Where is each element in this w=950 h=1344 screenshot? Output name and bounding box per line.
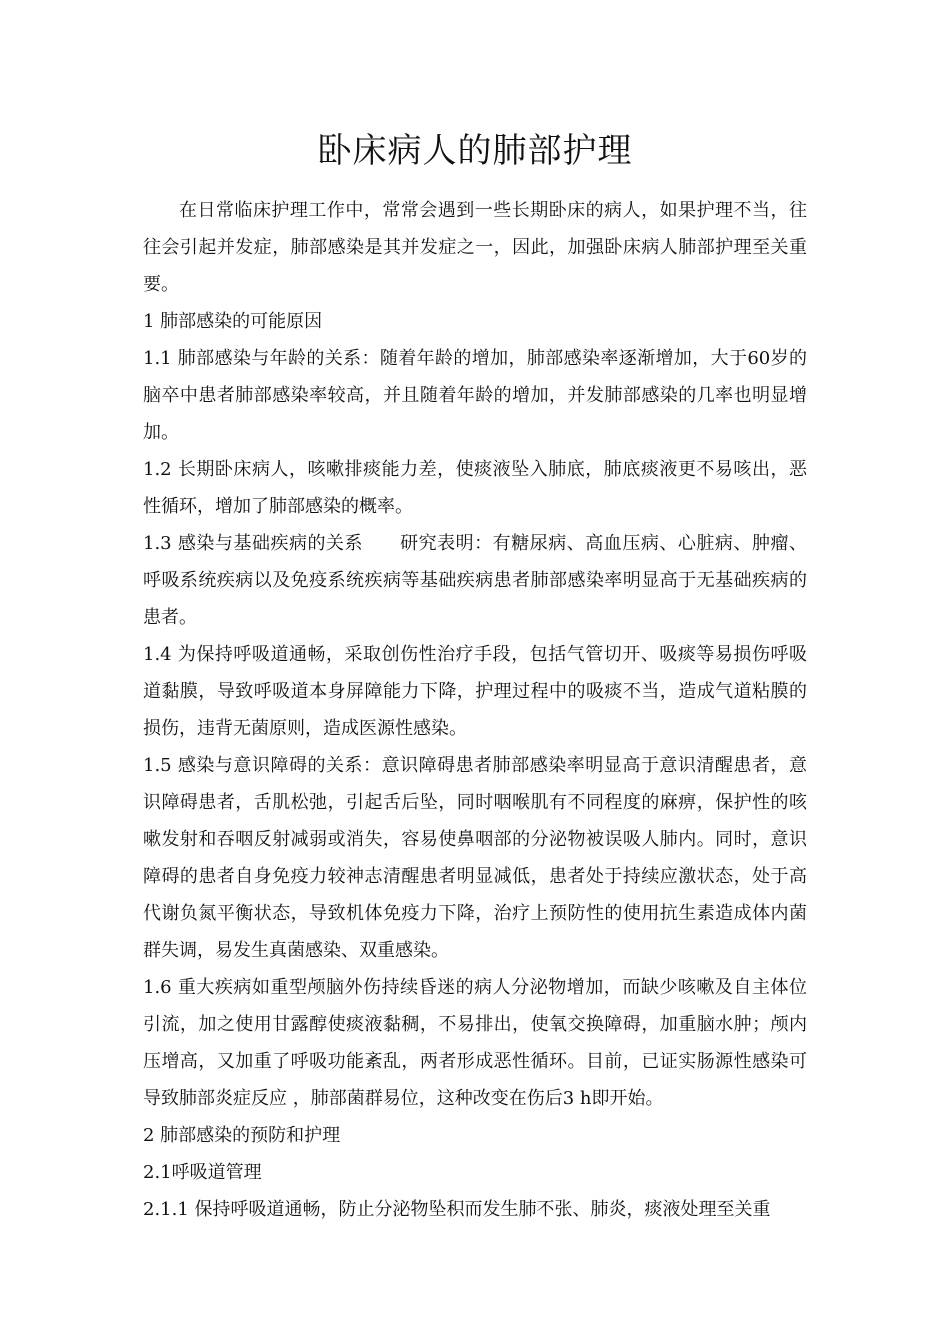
paragraph-1-4: 1.4 为保持呼吸道通畅，采取创伤性治疗手段，包括气管切开、吸痰等易损伤呼吸道黏膜，导致呼吸道本身屏障能力下降，护理过程中的吸痰不当，造成气道粘膜的损伤，违背无菌原则，造成医源性感染。 bbox=[143, 644, 807, 739]
document-title: 卧床病人的肺部护理 bbox=[317, 131, 633, 171]
paragraph-1-3: 1.3 感染与基础疾病的关系 研究表明：有糖尿病、高血压病、心脏病、肿瘤、呼吸系统疾病以及免疫系统疾病等基础疾病患者肺部感染率明显高于无基础疾病的患者。 bbox=[143, 533, 807, 628]
section-heading-1: 1 肺部感染的可能原因 bbox=[143, 311, 323, 332]
paragraph-intro: 在日常临床护理工作中，常常会遇到一些长期卧床的病人，如果护理不当，往往会引起并发症，肺部感染是其并发症之一，因此，加强卧床病人肺部护理至关重要。 bbox=[143, 200, 807, 295]
paragraph-1-1: 1.1 肺部感染与年龄的关系：随着年龄的增加，肺部感染率逐渐增加，大于60岁的脑卒中患者肺部感染率较高，并且随着年龄的增加，并发肺部感染的几率也明显增加。 bbox=[143, 348, 807, 443]
paragraph-1-6: 1.6 重大疾病如重型颅脑外伤持续昏迷的病人分泌物增加，而缺少咳嗽及自主体位引流，加之使用甘露醇使痰液黏稠，不易排出，使氧交换障碍，加重脑水肿；颅内压增高，又加重了呼吸功能紊乱，两者形成恶性循环。目前，已证实肠源性感染可导致肺部炎症反应 ，肺部菌群易位，这种改变在伤后3 h即开始。 bbox=[143, 977, 807, 1109]
document-body bbox=[143, 192, 807, 1228]
paragraph-1-5: 1.5 感染与意识障碍的关系：意识障碍患者肺部感染率明显高于意识清醒患者，意识障碍患者，舌肌松弛，引起舌后坠，同时咽喉肌有不同程度的麻痹，保护性的咳嗽发射和吞咽反射减弱或消失，容易使鼻咽部的分泌物被误吸人肺内。同时，意识障碍的患者自身免疫力较神志清醒患者明显减低，患者处于持续应激状态，处于高代谢负氮平衡状态，导致机体免疫力下降，治疗上预防性的使用抗生素造成体内菌群失调，易发生真菌感染、双重感染。 bbox=[143, 755, 807, 961]
paragraph-1-2: 1.2 长期卧床病人，咳嗽排痰能力差，使痰液坠入肺底，肺底痰液更不易咳出，恶性循环，增加了肺部感染的概率。 bbox=[143, 459, 807, 517]
paragraph-2-1-1: 2.1.1 保持呼吸道通畅，防止分泌物坠积而发生肺不张、肺炎，痰液处理至关重 bbox=[143, 1199, 771, 1220]
section-heading-2: 2 肺部感染的预防和护理 bbox=[143, 1125, 341, 1146]
subsection-heading-2-1: 2.1呼吸道管理 bbox=[143, 1162, 262, 1183]
